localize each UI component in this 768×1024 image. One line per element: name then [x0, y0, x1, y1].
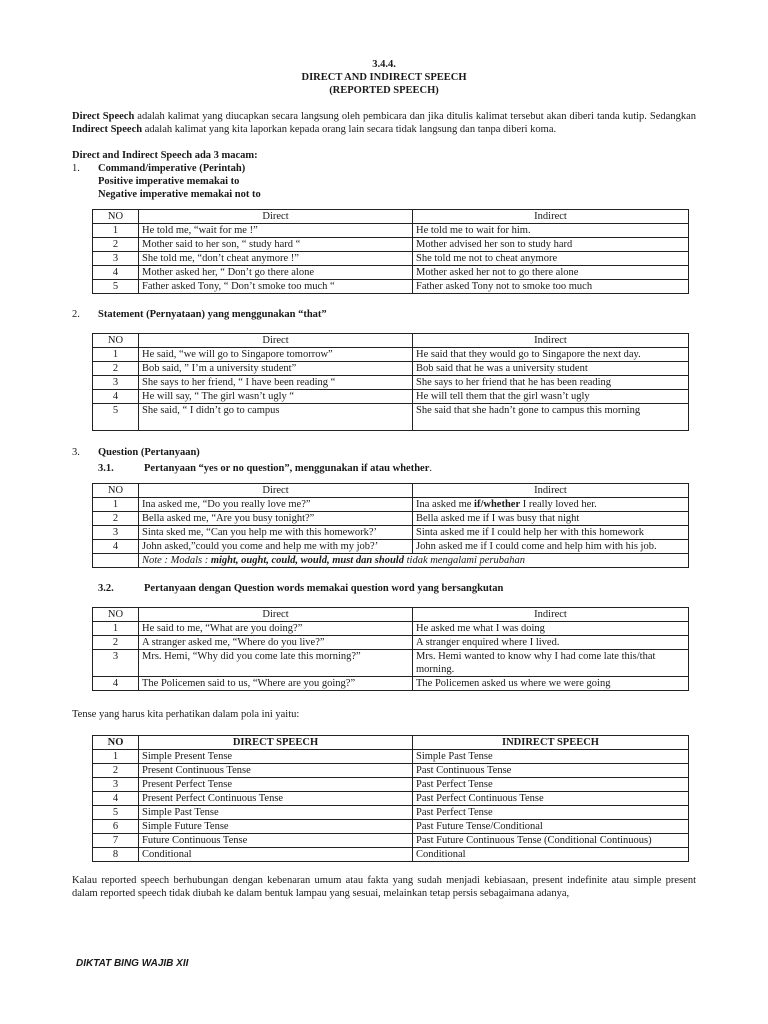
cell-no: 1 — [93, 750, 139, 764]
cell-no: 2 — [93, 636, 139, 650]
document-page — [72, 58, 696, 900]
table-row — [93, 238, 689, 252]
cell-no: 1 — [93, 498, 139, 512]
cell-no: 4 — [93, 266, 139, 280]
tense-intro: Tense yang harus kita perhatikan dalam pola ini yaitu: — [72, 709, 300, 720]
section-1-title — [72, 162, 696, 175]
cell-direct: Ina asked me, “Do you really love me?” — [139, 498, 413, 512]
cell-direct: He said to me, “What are you doing?” — [139, 622, 413, 636]
cell-no: 3 — [93, 650, 139, 677]
cell-no: 3 — [93, 526, 139, 540]
subsection-3-1-title — [72, 462, 696, 475]
cell-direct: She said, “ I didn’t go to campus — [139, 404, 413, 431]
col-no: NO — [93, 210, 139, 224]
cell-direct: He said, “we will go to Singapore tomorrow” — [139, 348, 413, 362]
cell-no: 5 — [93, 806, 139, 820]
cell-direct: A stranger asked me, “Where do you live?” — [139, 636, 413, 650]
note-cell-empty — [93, 554, 139, 568]
cell-indirect: He told me to wait for him. — [413, 224, 689, 238]
cell-direct: Simple Future Tense — [139, 820, 413, 834]
table-row — [93, 390, 689, 404]
col-direct-speech: DIRECT SPEECH — [139, 736, 413, 750]
table-row — [93, 252, 689, 266]
table-header-row — [93, 736, 689, 750]
cell-no: 2 — [93, 362, 139, 376]
table-header-row — [93, 334, 689, 348]
cell-direct: Future Continuous Tense — [139, 834, 413, 848]
cell-indirect: Sinta asked me if I could help her with this homework — [413, 526, 689, 540]
cell-direct: Present Perfect Continuous Tense — [139, 792, 413, 806]
table-row — [93, 848, 689, 862]
cell-no: 1 — [93, 348, 139, 362]
cell-no: 2 — [93, 238, 139, 252]
table-header-row — [93, 210, 689, 224]
table-row — [93, 512, 689, 526]
term-indirect-speech: Indirect Speech — [72, 124, 143, 135]
table-row — [93, 820, 689, 834]
table-row — [93, 778, 689, 792]
cell-indirect-part-1: Ina asked me — [416, 499, 475, 510]
cell-indirect: Mrs. Hemi wanted to know why I had come late this/that morning. — [413, 650, 689, 677]
intro-text-2: adalah kalimat yang kita laporkan kepada orang lain secara tidak langsung dan tanpa diberi koma. — [142, 124, 557, 135]
table-row — [93, 540, 689, 554]
tense-table — [92, 735, 689, 862]
yes-no-question-table — [92, 483, 689, 568]
table-header-row — [93, 484, 689, 498]
subsection-3-1-end: . — [429, 463, 432, 474]
section-1-line-2: Positive imperative memakai to — [98, 176, 240, 187]
page-title: DIRECT AND INDIRECT SPEECH — [301, 72, 467, 83]
cell-indirect: Father asked Tony not to smoke too much — [413, 280, 689, 294]
cell-no: 4 — [93, 390, 139, 404]
cell-indirect: She said that she hadn’t gone to campus this morning — [413, 404, 689, 431]
subsection-3-1-number: 3.1. — [98, 463, 114, 474]
table-row — [93, 622, 689, 636]
subsection-3-1-label: Pertanyaan “yes or no question”, menggunakan if atau whether — [144, 463, 430, 474]
cell-no: 3 — [93, 376, 139, 390]
modals-note — [139, 554, 689, 568]
note-modals: might, ought, could, would, must dan should — [210, 555, 404, 566]
cell-indirect: Mother advised her son to study hard — [413, 238, 689, 252]
col-indirect: Indirect — [413, 608, 689, 622]
cell-no: 2 — [93, 764, 139, 778]
intro-text-1: adalah kalimat yang diucapkan secara langsung oleh pembicara dan jika ditulis kalimat tersebut akan diberi tanda kutip. Sedangkan — [134, 111, 696, 122]
subsection-3-2-title — [72, 582, 696, 595]
cell-no: 5 — [93, 404, 139, 431]
cell-direct: She says to her friend, “ I have been reading “ — [139, 376, 413, 390]
cell-indirect: She told me not to cheat anymore — [413, 252, 689, 266]
note-prefix: Note : Modals : — [142, 555, 211, 566]
footer-label: DIKTAT BING WAJIB XII — [76, 958, 189, 969]
table-row — [93, 498, 689, 512]
cell-no: 1 — [93, 224, 139, 238]
statement-table — [92, 333, 689, 431]
cell-indirect: Mother asked her not to go there alone — [413, 266, 689, 280]
section-2-number: 2. — [72, 309, 80, 320]
table-row — [93, 750, 689, 764]
closing-paragraph: Kalau reported speech berhubungan dengan kebenaran umum atau fakta yang sudah menjadi kebiasaan, present indefinite atau simple present dalam reported speech tidak diubah ke dalam bentuk lampau yang sesuai, melainkan tetap persis sebagaimana adanya, — [72, 875, 696, 899]
table-row — [93, 266, 689, 280]
page-subtitle: (REPORTED SPEECH) — [329, 85, 439, 96]
table-row — [93, 362, 689, 376]
section-number: 3.4.4. — [372, 59, 396, 70]
col-indirect: Indirect — [413, 210, 689, 224]
cell-indirect: Past Perfect Continuous Tense — [413, 792, 689, 806]
cell-indirect: Past Future Continuous Tense (Conditional Continuous) — [413, 834, 689, 848]
subsection-3-2-number: 3.2. — [98, 583, 114, 594]
cell-no: 3 — [93, 252, 139, 266]
table-row — [93, 348, 689, 362]
table-row — [93, 677, 689, 691]
command-table — [92, 209, 689, 294]
cell-indirect: Simple Past Tense — [413, 750, 689, 764]
section-2-title — [72, 308, 696, 321]
cell-no: 2 — [93, 512, 139, 526]
table-row — [93, 792, 689, 806]
cell-direct: Mother asked her, “ Don’t go there alone — [139, 266, 413, 280]
table-row — [93, 224, 689, 238]
table-row — [93, 526, 689, 540]
section-1-line-3: Negative imperative memakai not to — [98, 189, 261, 200]
cell-indirect: Past Perfect Tense — [413, 806, 689, 820]
section-1-number: 1. — [72, 163, 80, 174]
section-1-label: Command/imperative (Perintah) — [98, 163, 246, 174]
cell-indirect: He asked me what I was doing — [413, 622, 689, 636]
table-row — [93, 280, 689, 294]
section-3-label: Question (Pertanyaan) — [98, 447, 200, 458]
note-row — [93, 554, 689, 568]
cell-no: 6 — [93, 820, 139, 834]
cell-indirect: He will tell them that the girl wasn’t ugly — [413, 390, 689, 404]
col-indirect-speech: INDIRECT SPEECH — [413, 736, 689, 750]
cell-indirect: A stranger enquired where I lived. — [413, 636, 689, 650]
cell-direct: He will say, “ The girl wasn’t ugly “ — [139, 390, 413, 404]
table-row — [93, 650, 689, 677]
types-heading: Direct and Indirect Speech ada 3 macam: — [72, 150, 258, 161]
cell-indirect: He said that they would go to Singapore the next day. — [413, 348, 689, 362]
section-3-title — [72, 446, 696, 459]
table-row — [93, 764, 689, 778]
cell-no: 3 — [93, 778, 139, 792]
cell-indirect-part-2: I really loved her. — [520, 499, 597, 510]
cell-no: 1 — [93, 622, 139, 636]
cell-indirect — [413, 498, 689, 512]
question-word-table — [92, 607, 689, 691]
cell-indirect: Past Perfect Tense — [413, 778, 689, 792]
cell-direct: Simple Present Tense — [139, 750, 413, 764]
cell-direct: He told me, “wait for me !” — [139, 224, 413, 238]
section-3-number: 3. — [72, 447, 80, 458]
term-direct-speech: Direct Speech — [72, 111, 135, 122]
col-no: NO — [93, 334, 139, 348]
cell-indirect: Bella asked me if I was busy that night — [413, 512, 689, 526]
cell-direct: The Policemen said to us, “Where are you going?” — [139, 677, 413, 691]
cell-no: 4 — [93, 540, 139, 554]
col-no: NO — [93, 484, 139, 498]
cell-indirect-emphasis: if/whether — [474, 499, 521, 510]
col-direct: Direct — [139, 608, 413, 622]
col-direct: Direct — [139, 484, 413, 498]
cell-direct: Present Perfect Tense — [139, 778, 413, 792]
cell-direct: Simple Past Tense — [139, 806, 413, 820]
cell-no: 4 — [93, 677, 139, 691]
table-row — [93, 404, 689, 431]
section-2-label: Statement (Pernyataan) yang menggunakan “that” — [98, 309, 327, 320]
table-header-row — [93, 608, 689, 622]
cell-direct: Father asked Tony, “ Don’t smoke too much “ — [139, 280, 413, 294]
cell-direct: Sinta sked me, “Can you help me with this homework?’ — [139, 526, 413, 540]
col-direct: Direct — [139, 210, 413, 224]
cell-indirect: John asked me if I could come and help him with his job. — [413, 540, 689, 554]
col-indirect: Indirect — [413, 334, 689, 348]
cell-direct: Bob said, ” I’m a university student” — [139, 362, 413, 376]
cell-indirect: She says to her friend that he has been reading — [413, 376, 689, 390]
cell-direct: Bella asked me, “Are you busy tonight?” — [139, 512, 413, 526]
cell-direct: She told me, “don’t cheat anymore !” — [139, 252, 413, 266]
table-row — [93, 834, 689, 848]
subsection-3-2-label: Pertanyaan dengan Question words memakai question word yang bersangkutan — [144, 583, 504, 594]
cell-indirect: Conditional — [413, 848, 689, 862]
cell-no: 4 — [93, 792, 139, 806]
cell-direct: Conditional — [139, 848, 413, 862]
cell-indirect: Past Future Tense/Conditional — [413, 820, 689, 834]
cell-indirect: Bob said that he was a university student — [413, 362, 689, 376]
intro-paragraph — [72, 110, 696, 136]
col-no: NO — [93, 736, 139, 750]
cell-indirect: Past Continuous Tense — [413, 764, 689, 778]
col-direct: Direct — [139, 334, 413, 348]
cell-direct: Mrs. Hemi, “Why did you come late this morning?” — [139, 650, 413, 677]
table-row — [93, 376, 689, 390]
cell-no: 8 — [93, 848, 139, 862]
table-row — [93, 636, 689, 650]
table-row — [93, 806, 689, 820]
col-indirect: Indirect — [413, 484, 689, 498]
cell-no: 7 — [93, 834, 139, 848]
cell-direct: Present Continuous Tense — [139, 764, 413, 778]
cell-indirect: The Policemen asked us where we were going — [413, 677, 689, 691]
cell-no: 5 — [93, 280, 139, 294]
cell-direct: John asked,”could you come and help me with my job?’ — [139, 540, 413, 554]
cell-direct: Mother said to her son, “ study hard “ — [139, 238, 413, 252]
col-no: NO — [93, 608, 139, 622]
note-suffix: tidak mengalami perubahan — [403, 555, 526, 566]
